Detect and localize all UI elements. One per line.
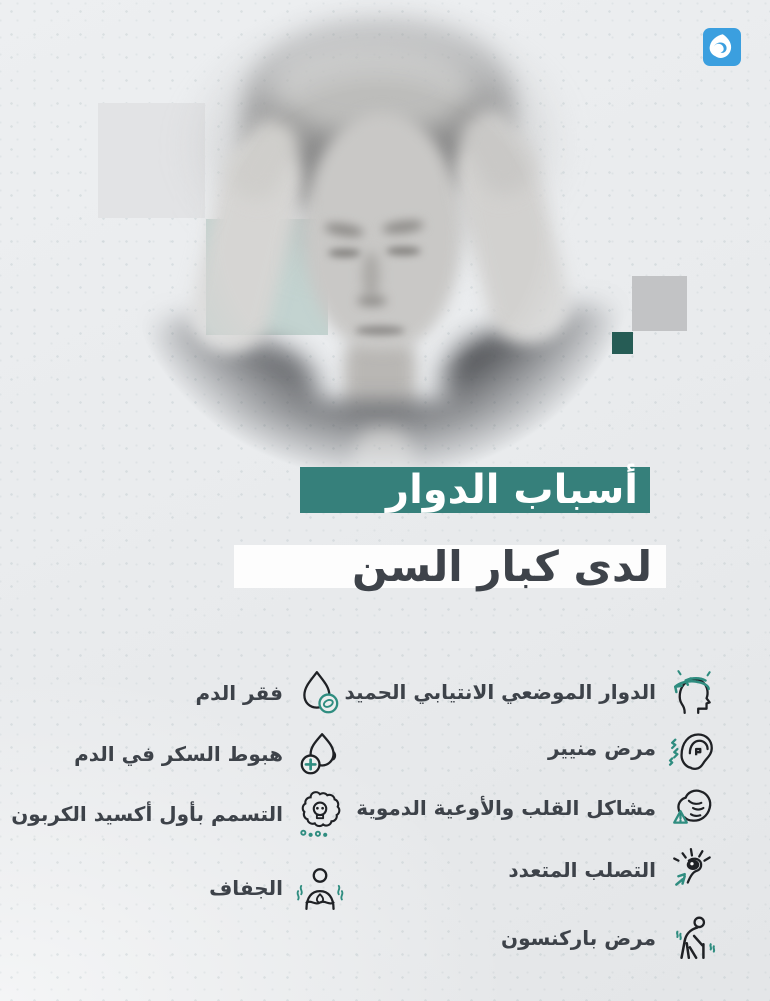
title-line1: أسباب الدوار — [386, 467, 638, 513]
ear-icon — [668, 723, 718, 773]
title-band-white — [234, 542, 666, 591]
cause-item-low-blood-sugar — [74, 729, 345, 779]
cause-label: فقر الدم — [195, 681, 283, 705]
cause-label: مرض باركنسون — [501, 926, 656, 950]
title-band-teal — [300, 467, 650, 513]
decor-square-gray — [632, 276, 687, 331]
decor-square-teal — [578, 221, 632, 275]
cause-label: مشاكل القلب والأوعية الدموية — [356, 796, 656, 820]
neuron-icon — [668, 845, 718, 895]
decor-square-dark-teal — [612, 332, 633, 354]
cause-item-co-poisoning — [11, 789, 345, 839]
stooped-person-icon — [668, 913, 718, 963]
cause-label: مرض منيير — [547, 736, 656, 760]
cause-item-cardiovascular — [356, 783, 718, 833]
head-spinning-icon — [668, 667, 718, 717]
dehydrated-person-icon — [295, 863, 345, 913]
heart-warning-icon — [668, 783, 718, 833]
cause-label: التسمم بأول أكسيد الكربون — [11, 802, 283, 826]
skull-smoke-icon — [295, 789, 345, 839]
cause-item-multiple-sclerosis — [508, 845, 718, 895]
cause-label: الدوار الموضعي الانتيابي الحميد — [344, 680, 656, 704]
cause-item-dehydration — [209, 863, 345, 913]
cause-label: الجفاف — [209, 876, 283, 900]
blood-drop-cell-icon — [295, 668, 345, 718]
cause-item-bppv — [344, 667, 718, 717]
cause-item-meniere — [548, 723, 718, 773]
drop-medical-cross-icon — [295, 729, 345, 779]
cause-item-anemia — [196, 668, 345, 718]
cause-label: التصلب المتعدد — [508, 858, 656, 882]
cause-label: هبوط السكر في الدم — [74, 742, 283, 766]
aljazeera-logo-icon — [703, 28, 741, 66]
title-line2: لدى كبار السن — [352, 542, 652, 591]
cause-item-parkinson — [501, 913, 718, 963]
